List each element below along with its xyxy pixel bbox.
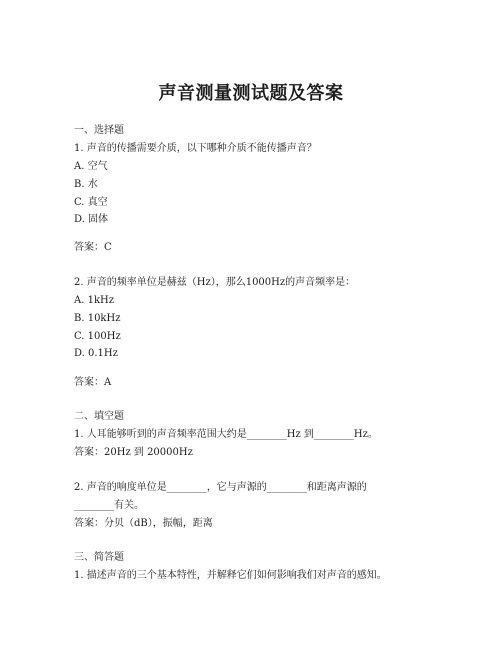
question-1-text: 1. 声音的传播需要介质，以下哪种介质不能传播声音？ — [74, 143, 317, 154]
option-d: D. 0.1Hz — [74, 348, 118, 359]
question-2-text: 2. 声音的频率单位是赫兹（Hz），那么1000Hz的声音频率是： — [74, 277, 356, 288]
fill-answer-1: 答案：20Hz 到 20000Hz — [74, 447, 193, 458]
fill-question-2: 2. 声音的响度单位是________，它与声源的________和距离声源的 — [74, 482, 367, 493]
option-a: A. 空气 — [74, 161, 108, 172]
section-heading-choice: 一、选择题 — [74, 125, 124, 136]
fill-answer-2: 答案：分贝（dB），振幅，距离 — [74, 518, 213, 529]
section-heading-fill: 二、填空题 — [74, 411, 124, 422]
option-c: C. 真空 — [74, 197, 108, 208]
fill-question-1: 1. 人耳能够听到的声音频率范围大约是________Hz 到________Hz。 — [74, 429, 378, 440]
option-b: B. 水 — [74, 179, 98, 190]
short-question-1: 1. 描述声音的三个基本特性，并解释它们如何影响我们对声音的感知。 — [74, 570, 387, 581]
document-title: 声音测量测试题及答案 — [158, 83, 344, 104]
answer-2: 答案：A — [74, 377, 112, 388]
fill-question-2-cont: ________有关。 — [74, 500, 144, 511]
answer-1: 答案：C — [74, 242, 112, 253]
option-c: C. 100Hz — [74, 331, 121, 342]
option-a: A. 1kHz — [74, 295, 114, 306]
option-b: B. 10kHz — [74, 313, 121, 324]
section-heading-short: 三、简答题 — [74, 552, 124, 563]
option-d: D. 固体 — [74, 214, 109, 225]
